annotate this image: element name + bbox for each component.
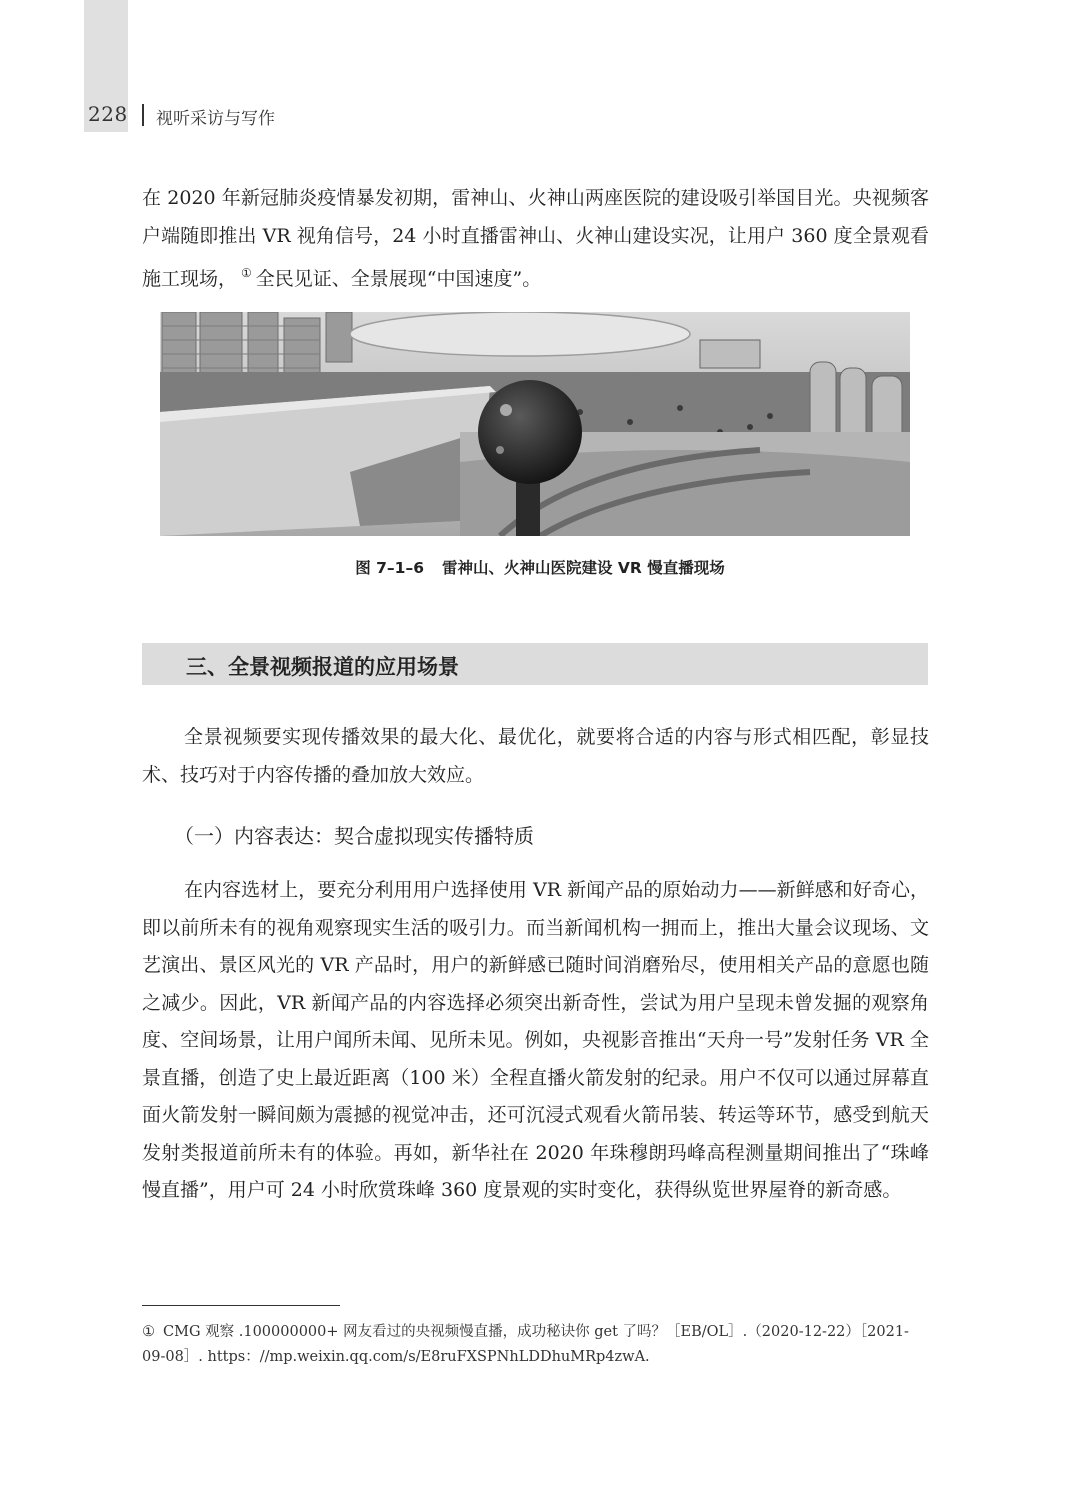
figure-caption-text: 雷神山、火神山医院建设 VR 慢直播现场 (442, 559, 725, 577)
page-number: 228 (88, 102, 128, 126)
construction-site-photo (160, 312, 910, 536)
paragraph-content-selection: 在内容选材上，要充分利用用户选择使用 VR 新闻产品的原始动力——新鲜感和好奇心，即以前所未有的视角观察现实生活的吸引力。而当新闻机构一拥而上，推出大量会议现场、文艺演出、景区风光的 VR 产品时，用户的新鲜感已随时间消磨殆尽，使用相关产品的意愿也随之减少。因此，VR 新闻产品的内容选择必须突出新奇性，尝试为用户呈现未曾发掘的观察角度、空间场景，让用户闻所未闻、见所未见。例如，央视影音推出“天舟一号”发射任务 VR 全景直播，创造了史上最近距离（100 米）全程直播火箭发射的纪录。用户不仅可以通过屏幕直面火箭发射一瞬间颇为震撼的视觉冲击，还可沉浸式观看火箭吊装、转运等环节，感受到航天发射类报道前所未有的体验。再如，新华社在 2020 年珠穆朗玛峰高程测量期间推出了“珠峰慢直播”，用户可 24 小时欣赏珠峰 360 度景观的实时变化，获得纵览世界屋脊的新奇感。 (142, 879, 929, 1201)
section-title: 三、全景视频报道的应用场景 (186, 655, 459, 679)
footnote-text: CMG 观察 .100000000+ 网友看过的央视频慢直播，成功秘诀你 get 了吗？［EB/OL］.（2020-12-22）［2021-09-08］. https：//mp.weixin.qq.com/s/E8ruFXSPNhLDDhuMRp4zwA. (142, 1324, 909, 1365)
paragraph-section-intro: 全景视频要实现传播效果的最大化、最优化，就要将合适的内容与形式相匹配，彰显技术、技巧对于内容传播的叠加放大效应。 (142, 726, 929, 786)
photo-illustration (160, 312, 910, 536)
subsection-title: （一）内容表达：契合虚拟现实传播特质 (174, 824, 534, 848)
header-divider (142, 104, 144, 126)
figure-number: 图 7–1–6 (355, 559, 425, 577)
footnote-mark: ① (142, 1324, 155, 1340)
section-heading-bar (142, 643, 928, 685)
footnote (142, 1320, 930, 1370)
running-title: 视听采访与写作 (156, 109, 275, 129)
paragraph-intro-text-b: 全民见证、全景展现“中国速度”。 (255, 268, 542, 290)
figure-caption (0, 556, 1080, 578)
footnote-reference: ① (241, 266, 252, 280)
paragraph-intro-text-a: 在 2020 年新冠肺炎疫情暴发初期，雷神山、火神山两座医院的建设吸引举国目光。央视频客户端随即推出 VR 视角信号，24 小时直播雷神山、火神山建设实况，让用户 360 度全景观看施工现场， (142, 187, 929, 290)
footnote-divider (142, 1305, 340, 1306)
paragraph-intro (142, 180, 929, 299)
